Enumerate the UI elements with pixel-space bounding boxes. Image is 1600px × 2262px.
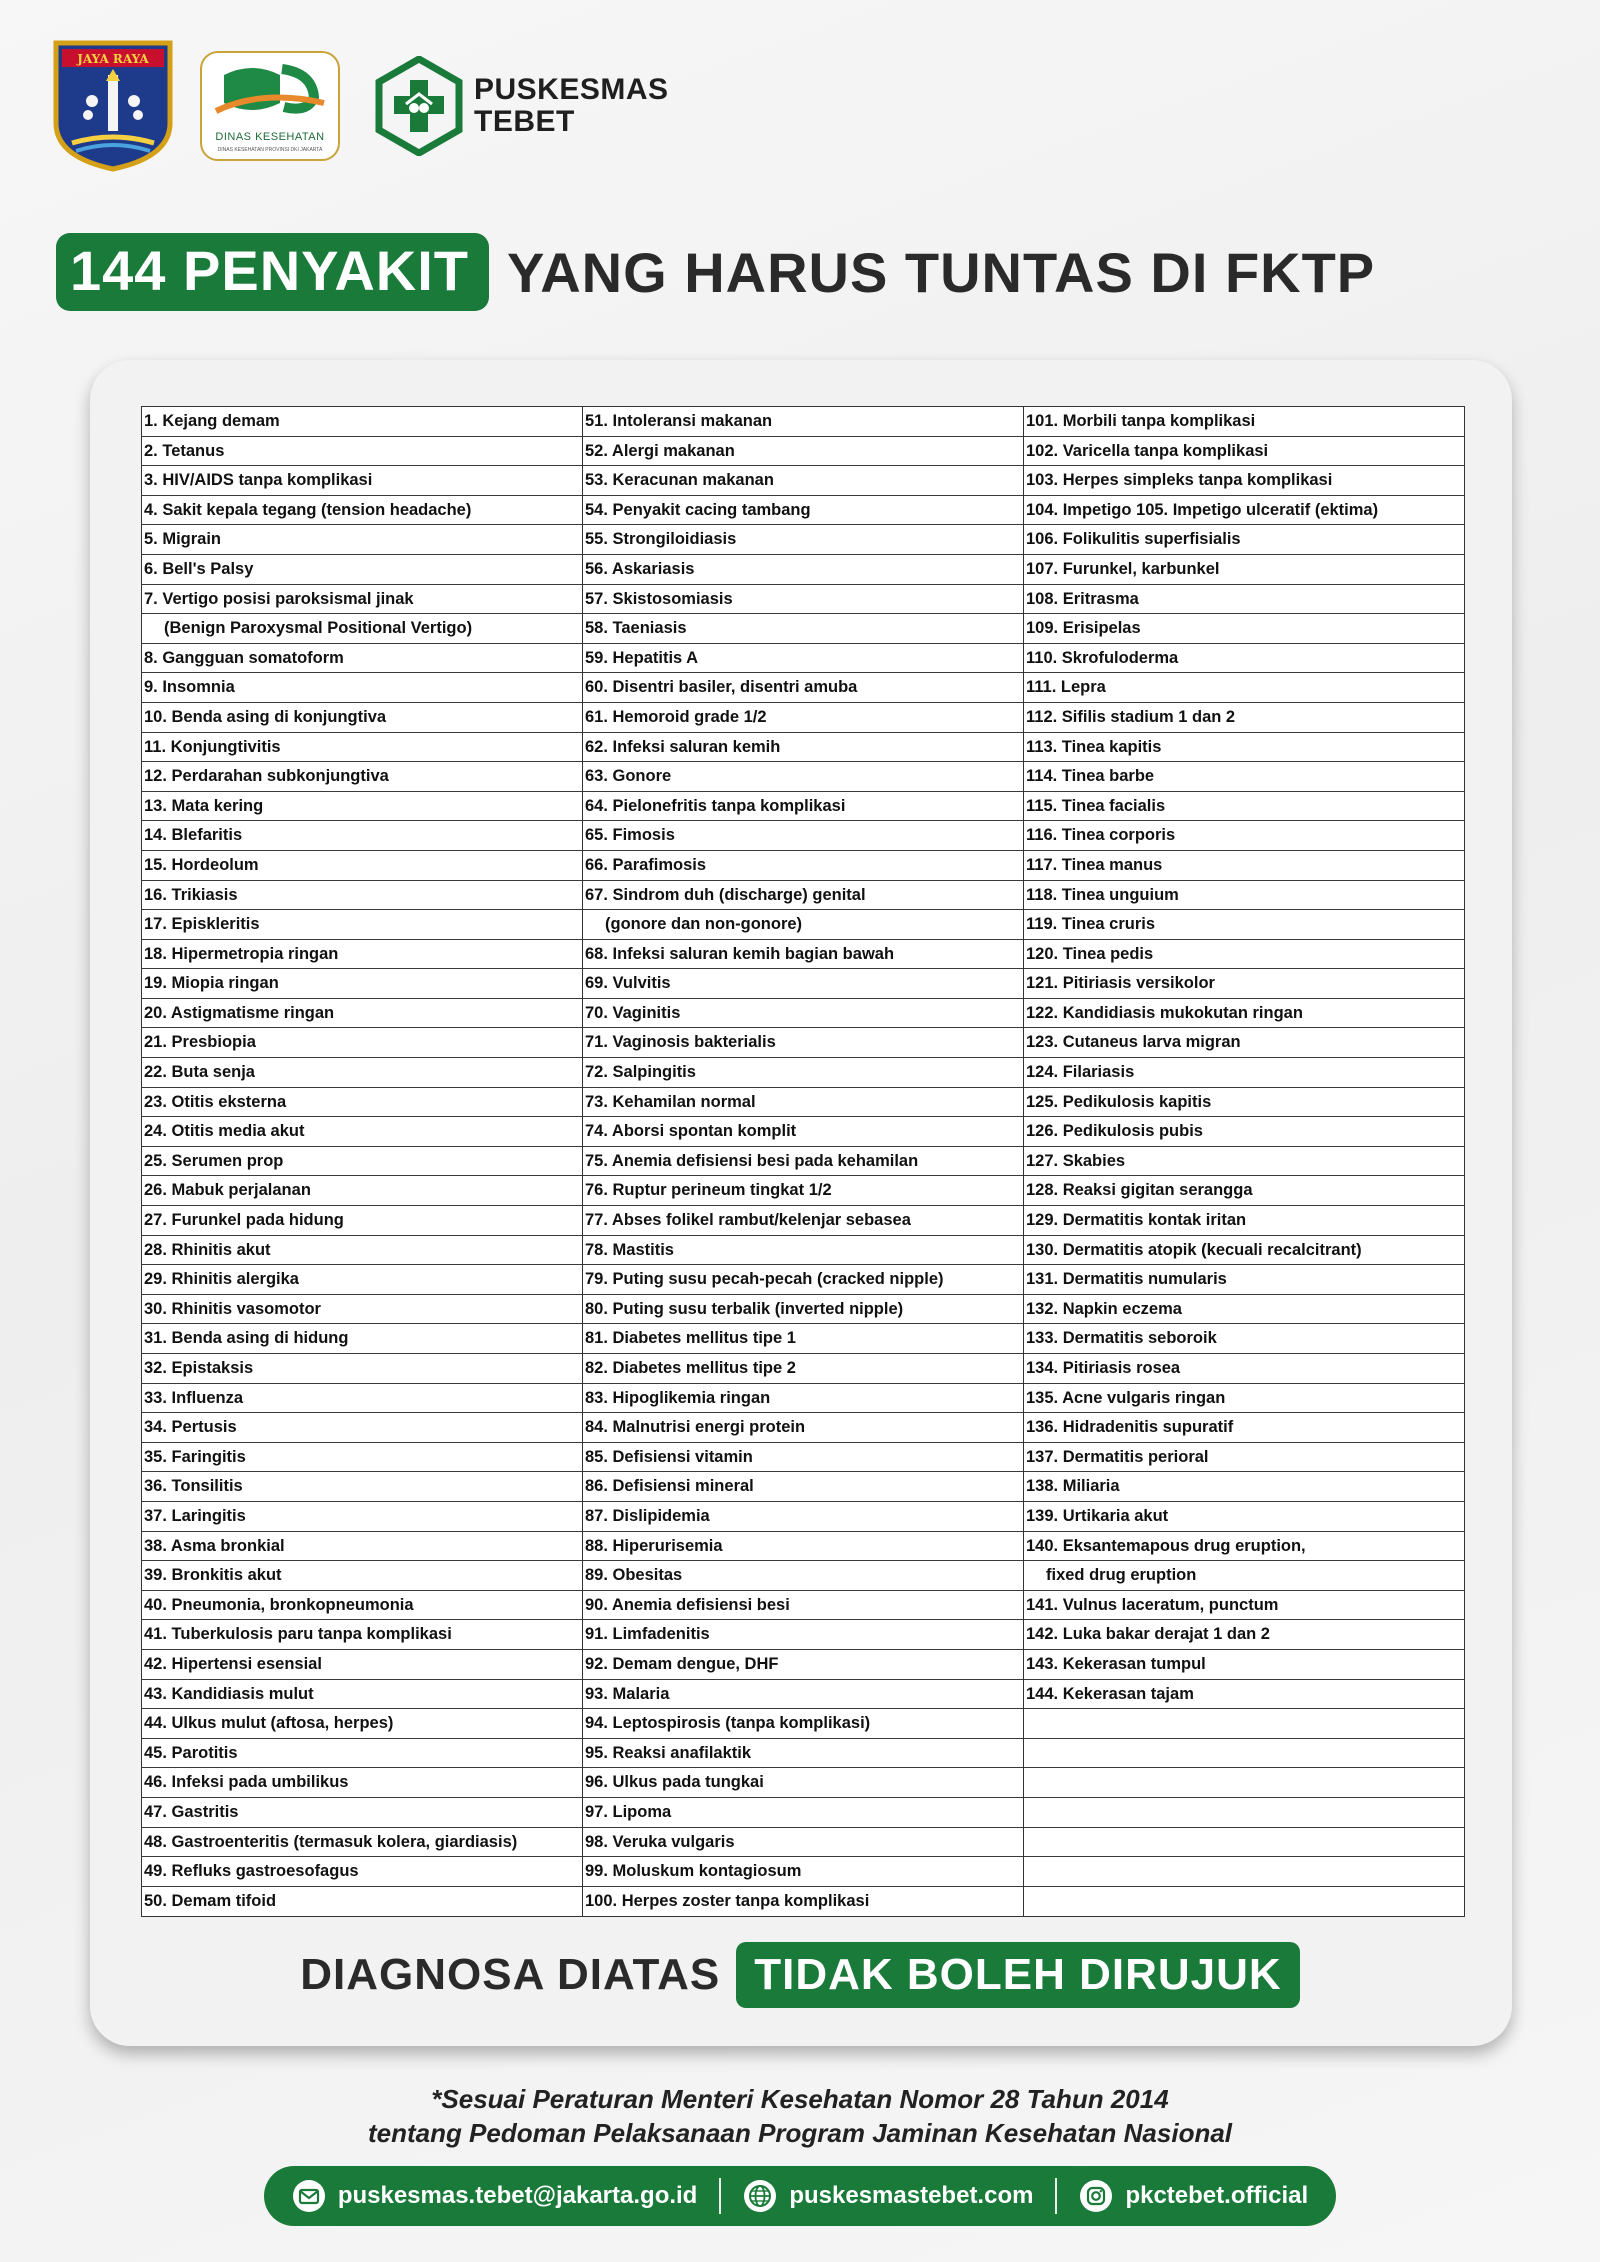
disease-item: 129. Dermatitis kontak iritan	[1024, 1206, 1464, 1236]
disease-item: 29. Rhinitis alergika	[142, 1265, 582, 1295]
disease-item: 7. Vertigo posisi paroksismal jinak	[142, 585, 582, 615]
disease-item: (gonore dan non-gonore)	[583, 910, 1023, 940]
disease-item: 16. Trikiasis	[142, 881, 582, 911]
disease-item: 2. Tetanus	[142, 437, 582, 467]
disease-item: 101. Morbili tanpa komplikasi	[1024, 407, 1464, 437]
disease-item: 32. Epistaksis	[142, 1354, 582, 1384]
contact-divider	[719, 2178, 721, 2214]
contact-website[interactable]	[721, 2179, 1055, 2213]
disease-item: 22. Buta senja	[142, 1058, 582, 1088]
disease-item: 119. Tinea cruris	[1024, 910, 1464, 940]
disease-item: 67. Sindrom duh (discharge) genital	[583, 881, 1023, 911]
header-logos	[50, 36, 669, 176]
disease-item: 5. Migrain	[142, 525, 582, 555]
disease-item: 109. Erisipelas	[1024, 614, 1464, 644]
disease-item: 137. Dermatitis perioral	[1024, 1443, 1464, 1473]
disease-item: 125. Pedikulosis kapitis	[1024, 1088, 1464, 1118]
disease-item: 55. Strongiloidiasis	[583, 525, 1023, 555]
disease-item: (Benign Paroxysmal Positional Vertigo)	[142, 614, 582, 644]
disease-item: 51. Intoleransi makanan	[583, 407, 1023, 437]
disease-item: 65. Fimosis	[583, 821, 1023, 851]
disease-item: 42. Hipertensi esensial	[142, 1650, 582, 1680]
disease-item: 120. Tinea pedis	[1024, 940, 1464, 970]
disease-item: 10. Benda asing di konjungtiva	[142, 703, 582, 733]
disease-item: 49. Refluks gastroesofagus	[142, 1857, 582, 1887]
disease-item: 25. Serumen prop	[142, 1147, 582, 1177]
empty-row	[1024, 1739, 1464, 1769]
disease-item: 75. Anemia defisiensi besi pada kehamilan	[583, 1147, 1023, 1177]
disease-item: 122. Kandidiasis mukokutan ringan	[1024, 999, 1464, 1029]
disease-item: 111. Lepra	[1024, 673, 1464, 703]
disease-item: 99. Moluskum kontagiosum	[583, 1857, 1023, 1887]
disease-item: 54. Penyakit cacing tambang	[583, 496, 1023, 526]
disease-item: 46. Infeksi pada umbilikus	[142, 1768, 582, 1798]
disease-item: 134. Pitiriasis rosea	[1024, 1354, 1464, 1384]
disease-item: 144. Kekerasan tajam	[1024, 1680, 1464, 1710]
disease-item: 33. Influenza	[142, 1384, 582, 1414]
disease-item: 21. Presbiopia	[142, 1028, 582, 1058]
disease-item: 24. Otitis media akut	[142, 1117, 582, 1147]
disease-item: 102. Varicella tanpa komplikasi	[1024, 437, 1464, 467]
disease-item: 3. HIV/AIDS tanpa komplikasi	[142, 466, 582, 496]
disease-item: 128. Reaksi gigitan serangga	[1024, 1176, 1464, 1206]
disease-item: 50. Demam tifoid	[144, 1891, 277, 1910]
disease-item: 23. Otitis eksterna	[142, 1088, 582, 1118]
dinas-kesehatan-logo	[200, 51, 340, 161]
disease-item: 92. Demam dengue, DHF	[583, 1650, 1023, 1680]
disease-item: 27. Furunkel pada hidung	[142, 1206, 582, 1236]
puskesmas-name-line2: TEBET	[474, 105, 575, 138]
disease-column-3	[1024, 407, 1464, 1916]
disease-item: 19. Miopia ringan	[142, 969, 582, 999]
disease-item: 106. Folikulitis superfisialis	[1024, 525, 1464, 555]
dki-jakarta-emblem-icon	[50, 39, 176, 173]
disease-item: 133. Dermatitis seboroik	[1024, 1324, 1464, 1354]
disease-item: 81. Diabetes mellitus tipe 1	[583, 1324, 1023, 1354]
disease-item: 48. Gastroenteritis (termasuk kolera, giardiasis)	[142, 1828, 582, 1858]
banner-text: DIAGNOSA DIATAS	[300, 1950, 721, 1999]
contact-divider	[1055, 2178, 1057, 2214]
disease-item: 103. Herpes simpleks tanpa komplikasi	[1024, 466, 1464, 496]
disease-item: 79. Puting susu pecah-pecah (cracked nipple)	[583, 1265, 1023, 1295]
disease-item: 31. Benda asing di hidung	[142, 1324, 582, 1354]
disease-item: 131. Dermatitis numularis	[1024, 1265, 1464, 1295]
disease-item: 26. Mabuk perjalanan	[142, 1176, 582, 1206]
puskesmas-logo	[374, 56, 669, 156]
disease-item: 83. Hipoglikemia ringan	[583, 1384, 1023, 1414]
disease-item: 116. Tinea corporis	[1024, 821, 1464, 851]
disease-item: 74. Aborsi spontan komplit	[583, 1117, 1023, 1147]
disease-item: 12. Perdarahan subkonjungtiva	[142, 762, 582, 792]
disease-item: 96. Ulkus pada tungkai	[583, 1768, 1023, 1798]
contact-bar	[264, 2166, 1336, 2226]
disease-item: 41. Tuberkulosis paru tanpa komplikasi	[142, 1620, 582, 1650]
disease-item: 38. Asma bronkial	[142, 1532, 582, 1562]
empty-row	[1024, 1798, 1464, 1828]
page-title	[56, 232, 1375, 312]
referral-banner	[0, 1942, 1600, 2008]
disease-item: 132. Napkin eczema	[1024, 1295, 1464, 1325]
disease-item: 62. Infeksi saluran kemih	[583, 733, 1023, 763]
disease-item: 39. Bronkitis akut	[142, 1561, 582, 1591]
footnote-line2: tentang Pedoman Pelaksanaan Program Jaminan Kesehatan Nasional	[367, 2118, 1233, 2148]
disease-item: 43. Kandidiasis mulut	[142, 1680, 582, 1710]
dinkes-caption: DINAS KESEHATAN	[215, 131, 325, 143]
disease-item: 68. Infeksi saluran kemih bagian bawah	[583, 940, 1023, 970]
disease-item: 63. Gonore	[583, 762, 1023, 792]
disease-item: 130. Dermatitis atopik (kecuali recalcitrant)	[1024, 1236, 1464, 1266]
disease-item: 118. Tinea unguium	[1024, 881, 1464, 911]
disease-item: 93. Malaria	[583, 1680, 1023, 1710]
disease-column-2	[583, 407, 1024, 1916]
disease-item: 73. Kehamilan normal	[583, 1088, 1023, 1118]
disease-item: 124. Filariasis	[1024, 1058, 1464, 1088]
disease-item: 110. Skrofuloderma	[1024, 644, 1464, 674]
disease-item: 115. Tinea facialis	[1024, 792, 1464, 822]
disease-item: 17. Episkleritis	[142, 910, 582, 940]
disease-column-1	[142, 407, 583, 1916]
empty-row	[1024, 1768, 1464, 1798]
empty-row	[1024, 1887, 1464, 1917]
banner-highlight: TIDAK BOLEH DIRUJUK	[736, 1942, 1299, 2008]
disease-item: 59. Hepatitis A	[583, 644, 1023, 674]
empty-row	[1024, 1828, 1464, 1858]
dinkes-subcaption: DINAS KESEHATAN PROVINSI DKI JAKARTA	[217, 147, 323, 153]
instagram-icon	[1079, 2179, 1113, 2213]
disease-item: 139. Urtikaria akut	[1024, 1502, 1464, 1532]
disease-item: 11. Konjungtivitis	[142, 733, 582, 763]
disease-item: 35. Faringitis	[142, 1443, 582, 1473]
disease-item: 78. Mastitis	[583, 1236, 1023, 1266]
disease-item: 80. Puting susu terbalik (inverted nipple)	[583, 1295, 1023, 1325]
globe-icon	[743, 2179, 777, 2213]
disease-item: 117. Tinea manus	[1024, 851, 1464, 881]
dinkes-mark-icon	[202, 53, 338, 133]
disease-item: 86. Defisiensi mineral	[583, 1472, 1023, 1502]
footnote-line1: *Sesuai Peraturan Menteri Kesehatan Nomor 28 Tahun 2014	[431, 2084, 1169, 2114]
disease-item: 77. Abses folikel rambut/kelenjar sebasea	[583, 1206, 1023, 1236]
disease-item: 70. Vaginitis	[583, 999, 1023, 1029]
disease-item: 40. Pneumonia, bronkopneumonia	[142, 1591, 582, 1621]
disease-item: 138. Miliaria	[1024, 1472, 1464, 1502]
disease-item: 14. Blefaritis	[142, 821, 582, 851]
regulation-footnote	[0, 2082, 1600, 2150]
disease-item: 97. Lipoma	[583, 1798, 1023, 1828]
disease-item: 15. Hordeolum	[142, 851, 582, 881]
disease-item: 84. Malnutrisi energi protein	[583, 1413, 1023, 1443]
disease-item: 95. Reaksi anafilaktik	[583, 1739, 1023, 1769]
disease-item: 53. Keracunan makanan	[583, 466, 1023, 496]
disease-item: 57. Skistosomiasis	[583, 585, 1023, 615]
svg-text:JAYA RAYA: JAYA RAYA	[77, 52, 149, 66]
disease-item: 87. Dislipidemia	[583, 1502, 1023, 1532]
disease-item: 85. Defisiensi vitamin	[583, 1443, 1023, 1473]
disease-item: 104. Impetigo 105. Impetigo ulceratif (ektima)	[1024, 496, 1464, 526]
contact-instagram[interactable]	[1057, 2179, 1330, 2213]
disease-item: 71. Vaginosis bakterialis	[583, 1028, 1023, 1058]
disease-item: 18. Hipermetropia ringan	[142, 940, 582, 970]
disease-item: 82. Diabetes mellitus tipe 2	[583, 1354, 1023, 1384]
disease-item: 36. Tonsilitis	[142, 1472, 582, 1502]
disease-item: 141. Vulnus laceratum, punctum	[1024, 1591, 1464, 1621]
disease-item: 8. Gangguan somatoform	[142, 644, 582, 674]
disease-item: 126. Pedikulosis pubis	[1024, 1117, 1464, 1147]
disease-item: 6. Bell's Palsy	[142, 555, 582, 585]
disease-item: 9. Insomnia	[142, 673, 582, 703]
disease-item: 127. Skabies	[1024, 1147, 1464, 1177]
disease-item: 114. Tinea barbe	[1024, 762, 1464, 792]
disease-item: fixed drug eruption	[1024, 1561, 1464, 1591]
disease-item: 45. Parotitis	[142, 1739, 582, 1769]
disease-item: 143. Kekerasan tumpul	[1024, 1650, 1464, 1680]
disease-item: 135. Acne vulgaris ringan	[1024, 1384, 1464, 1414]
disease-item: 28. Rhinitis akut	[142, 1236, 582, 1266]
disease-item: 123. Cutaneus larva migran	[1024, 1028, 1464, 1058]
puskesmas-name-line1: PUSKESMAS	[474, 73, 669, 106]
disease-item: 34. Pertusis	[142, 1413, 582, 1443]
contact-email-text: puskesmas.tebet@jakarta.go.id	[337, 2182, 698, 2209]
disease-item: 72. Salpingitis	[583, 1058, 1023, 1088]
empty-row	[1024, 1709, 1464, 1739]
disease-item: 64. Pielonefritis tanpa komplikasi	[583, 792, 1023, 822]
disease-item: 100. Herpes zoster tanpa komplikasi	[585, 1891, 870, 1910]
email-icon	[292, 2179, 326, 2213]
disease-item: 30. Rhinitis vasomotor	[142, 1295, 582, 1325]
disease-item: 136. Hidradenitis supuratif	[1024, 1413, 1464, 1443]
disease-item: 91. Limfadenitis	[583, 1620, 1023, 1650]
disease-item: 89. Obesitas	[583, 1561, 1023, 1591]
disease-item: 98. Veruka vulgaris	[583, 1828, 1023, 1858]
contact-website-text: puskesmastebet.com	[789, 2182, 1034, 2209]
disease-item: 108. Eritrasma	[1024, 585, 1464, 615]
puskesmas-cross-icon	[374, 56, 464, 156]
disease-item: 69. Vulvitis	[583, 969, 1023, 999]
disease-item: 60. Disentri basiler, disentri amuba	[583, 673, 1023, 703]
disease-item: 4. Sakit kepala tegang (tension headache)	[142, 496, 582, 526]
disease-item: 112. Sifilis stadium 1 dan 2	[1024, 703, 1464, 733]
contact-instagram-text: pkctebet.official	[1125, 2182, 1309, 2209]
disease-item: 94. Leptospirosis (tanpa komplikasi)	[583, 1709, 1023, 1739]
empty-row	[1024, 1857, 1464, 1887]
disease-item: 13. Mata kering	[142, 792, 582, 822]
disease-item: 88. Hiperurisemia	[583, 1532, 1023, 1562]
disease-item: 56. Askariasis	[583, 555, 1023, 585]
disease-item: 142. Luka bakar derajat 1 dan 2	[1024, 1620, 1464, 1650]
disease-item: 58. Taeniasis	[583, 614, 1023, 644]
disease-item: 61. Hemoroid grade 1/2	[583, 703, 1023, 733]
disease-item: 20. Astigmatisme ringan	[142, 999, 582, 1029]
disease-item: 44. Ulkus mulut (aftosa, herpes)	[142, 1709, 582, 1739]
title-highlight: 144 PENYAKIT	[56, 233, 489, 311]
disease-item: 140. Eksantemapous drug eruption,	[1024, 1532, 1464, 1562]
contact-email[interactable]	[270, 2179, 720, 2213]
disease-item: 47. Gastritis	[142, 1798, 582, 1828]
disease-item: 113. Tinea kapitis	[1024, 733, 1464, 763]
disease-table	[141, 406, 1465, 1917]
disease-item: 37. Laringitis	[142, 1502, 582, 1532]
disease-item: 52. Alergi makanan	[583, 437, 1023, 467]
disease-item: 107. Furunkel, karbunkel	[1024, 555, 1464, 585]
disease-item: 90. Anemia defisiensi besi	[583, 1591, 1023, 1621]
disease-item: 121. Pitiriasis versikolor	[1024, 969, 1464, 999]
disease-item: 1. Kejang demam	[142, 407, 582, 437]
disease-item: 66. Parafimosis	[583, 851, 1023, 881]
disease-item: 76. Ruptur perineum tingkat 1/2	[583, 1176, 1023, 1206]
title-rest: YANG HARUS TUNTAS DI FKTP	[507, 240, 1376, 304]
